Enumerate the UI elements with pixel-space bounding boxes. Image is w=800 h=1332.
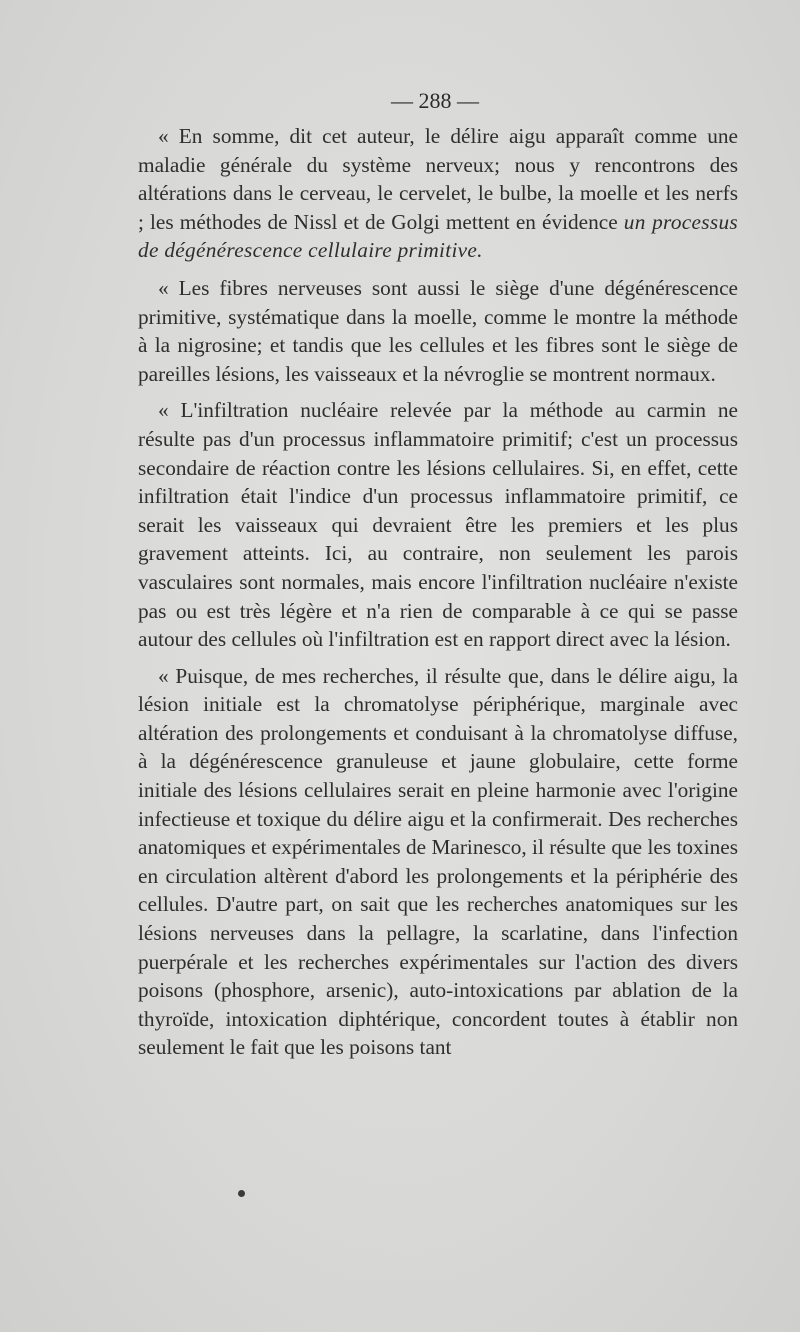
paragraph-3: « L'infiltration nucléaire relevée par la méthode au carmin ne résulte pas d'un processus inflammatoire primitif; c'est un processus secondaire de réaction contre les lésions cellulaires. Si, en effet, cette infiltration était l'indice d'un processus inflammatoire primitif, ce serait les vaisseaux qui devraient être les premiers et les plus gravement atteints. Ici, au contraire, non seulement les parois vasculaires sont normales, mais encore l'infiltration nucléaire n'existe pas ou est très légère et n'a rien de comparable à ce qui se passe autour des cellules où l'infiltration est en rapport direct avec la lésion. (138, 398, 738, 652)
paragraph-1-emphasis: un processus de dégénérescence cellulaire primitive. (138, 209, 739, 263)
page-number: — 288 — (391, 88, 479, 113)
paragraph-2: « Les fibres nerveuses sont aussi le siège d'une dégénérescence primitive, systématique dans la moelle, comme le montre la méthode à la nigrosine; et tandis que les cellules et les fibres sont le siège de pareilles lésions, les vaisseaux et la névroglie se montrent normaux. (138, 275, 738, 386)
body-text (138, 122, 738, 1070)
paragraph-1 (138, 122, 738, 265)
ink-dot (238, 1190, 245, 1197)
paragraph-1-text: « En somme, dit cet auteur, le délire aigu apparaît comme une maladie générale du système nerveux; nous y rencontrons des altérations dans le cerveau, le cervelet, le bulbe, la moelle et les nerfs ; les méthodes de Nissl et de Golgi mettent en évidence (138, 124, 738, 234)
paragraph-4: « Puisque, de mes recherches, il résulte que, dans le délire aigu, la lésion initiale est la chromatolyse périphérique, marginale avec altération des prolongements et conduisant à la chromatolyse diffuse, à la dégénérescence granuleuse et jaune globulaire, cette forme initiale des lésions cellulaires serait en pleine harmonie avec l'origine infectieuse et toxique du délire aigu et la confirmerait. Des recherches anatomiques et expérimentales de Marinesco, il résulte que les toxines en circulation altèrent d'abord les prolongements et la périphérie des cellules. D'autre part, on sait que les recherches anatomiques sur les lésions nerveuses dans la pellagre, la scarlatine, dans l'infection puerpérale et les recherches expérimentales sur l'action des divers poisons (phosphore, arsenic), auto-intoxications par ablation de la thyroïde, intoxication diphtérique, concordent toutes à établir non seulement le fait que les poisons tant (138, 663, 738, 1060)
